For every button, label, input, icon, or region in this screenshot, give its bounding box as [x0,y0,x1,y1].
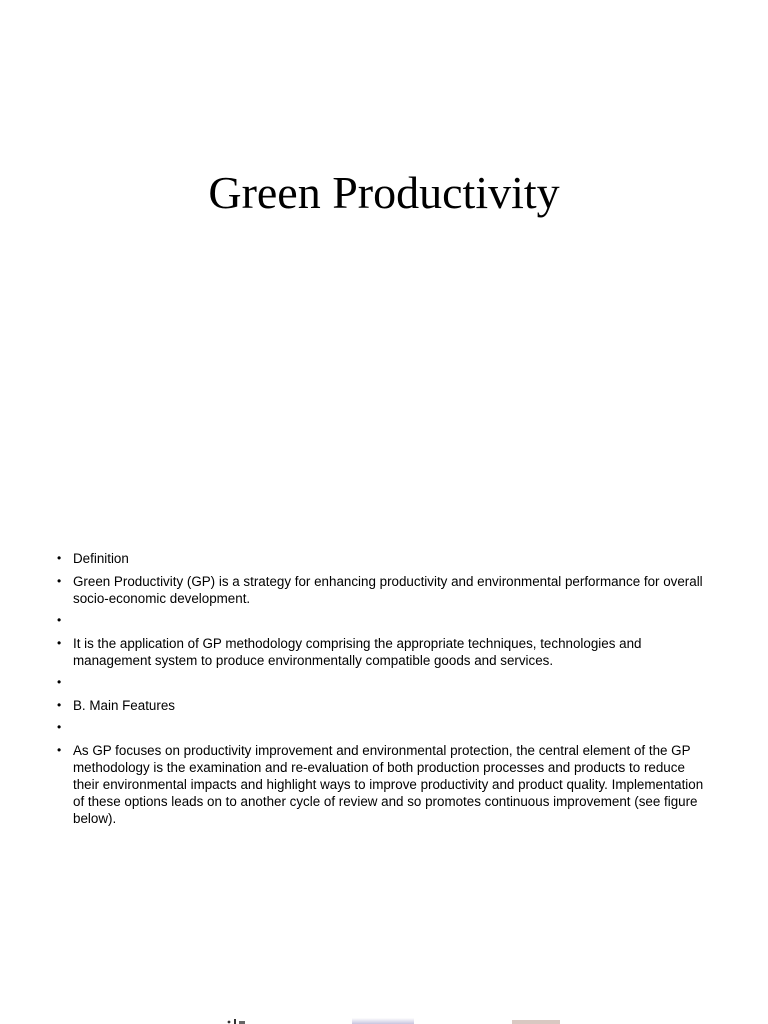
bullet-item [57,742,712,827]
bullet-text: It is the application of GP methodology comprising the appropriate techniques, technologies and management system to produce environmentally compatible goods and services. [73,635,642,668]
bullet-dot: • [57,635,62,650]
bullet-dot: • [57,697,62,712]
bullet-item [57,697,712,714]
figure-fragment-image [512,1020,560,1024]
bullet-item [57,573,712,607]
bullet-dot: • [57,720,62,734]
bullet-dot: • [57,551,62,565]
bullet-dot: • [57,573,62,588]
bullet-item-empty [57,719,712,736]
bullet-item-empty [57,612,712,629]
bullet-dot: • [57,613,62,627]
bullet-item [57,635,712,669]
bullet-text: As GP focuses on productivity improvement and environmental protection, the central element of the GP methodology is the examination and re-evaluation of both production processes and products to reduce their environmental impacts and highlight ways to improve productivity and product quality. Implementation of these options leads on to another cycle of review and so promotes continuous improvement (see figure below). [73,742,704,826]
figure-fragment-image [352,1018,414,1024]
figure-fragment-icon [225,1018,247,1024]
bullet-dot: • [57,675,62,689]
bullet-item-empty [57,674,712,691]
bullet-text: Green Productivity (GP) is a strategy for enhancing productivity and environmental performance for overall socio-economic development. [73,573,703,606]
bullet-list [57,550,712,832]
bullet-item [57,550,712,567]
cropped-figure-strip [0,1012,768,1024]
bullet-text: B. Main Features [73,697,175,713]
bullet-text: Definition [73,551,129,566]
slide-title: Green Productivity [208,167,560,218]
bullet-dot: • [57,742,62,757]
